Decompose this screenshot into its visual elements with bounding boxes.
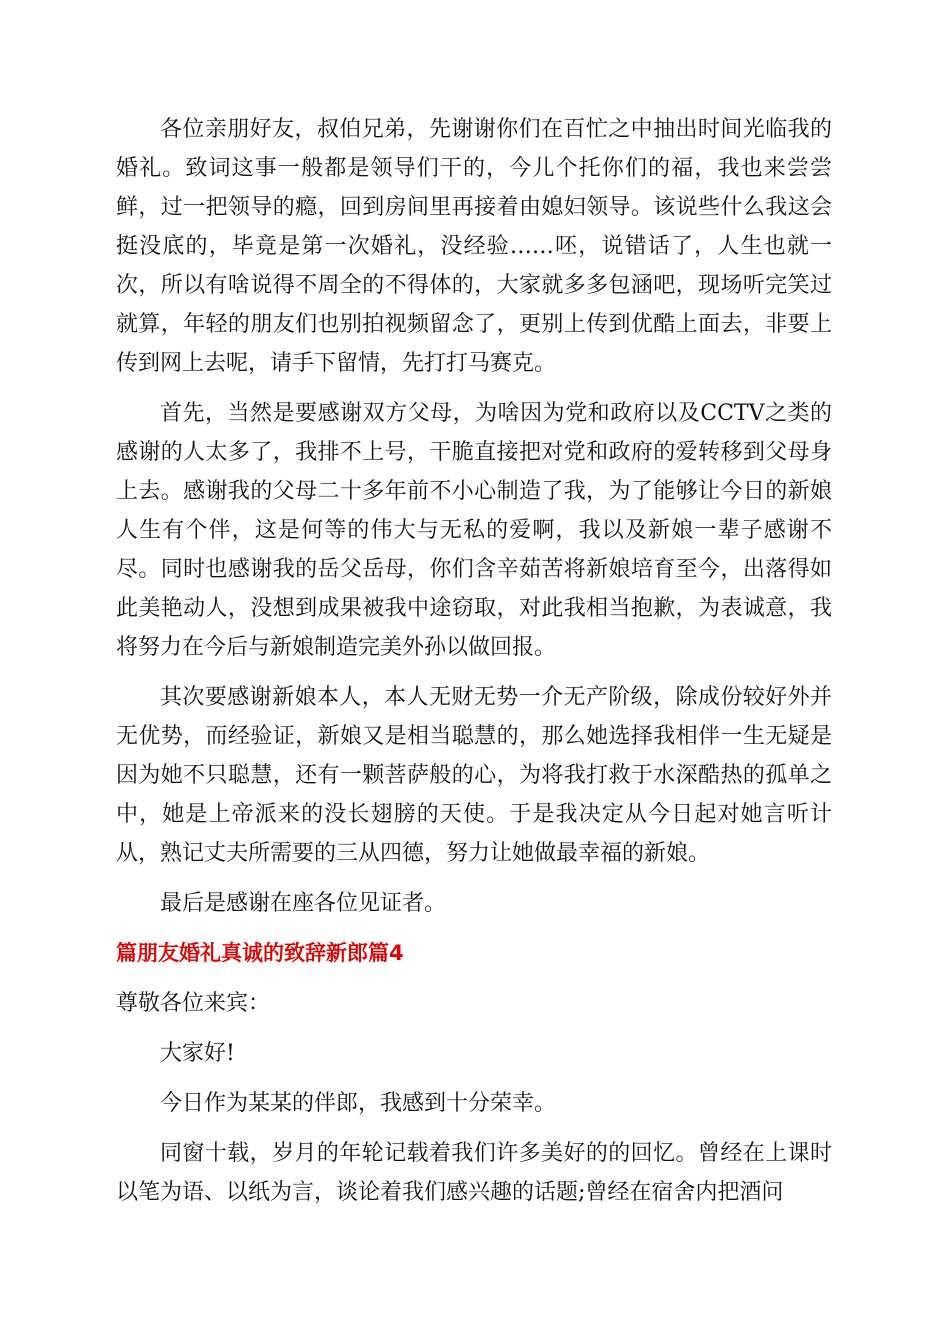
section-heading: 篇朋友婚礼真诚的致辞新郎篇4 [116, 941, 404, 965]
body-paragraph: 最后是感谢在座各位见证者。 [160, 891, 447, 916]
body-paragraph: 其次要感谢新娘本人，本人无财无势一介无产阶级，除成份较好外并无优势，而经验证，新娘又是相当聪慧的，那么她选择我相伴一生无疑是因为她不只聪慧，还有一颗菩萨般的心，为将我打救于水深酷热的孤单之中，她是上帝派来的没长翅膀的天使。于是我决定从今日起对她言听计从，熟记丈夫所需要的三从四德，努力让她做最幸福的新娘。 [116, 685, 832, 866]
document-page [116, 110, 832, 1223]
body-paragraph: 各位亲朋好友，叔伯兄弟，先谢谢你们在百忙之中抽出时间光临我的婚礼。致词这事一般都是领导们干的，今儿个托你们的福，我也来尝尝鲜，过一把领导的瘾，回到房间里再接着由媳妇领导。该说些什么我这会挺没底的，毕竟是第一次婚礼，没经验……呸，说错话了，人生也就一次，所以有啥说得不周全的不得体的，大家就多多包涵吧，现场听完笑过就算，年轻的朋友们也别拍视频留念了，更别上传到优酷上面去，非要上传到网上去呢，请手下留情，先打打马赛克。 [116, 117, 832, 376]
body-paragraph: 首先，当然是要感谢双方父母，为啥因为党和政府以及CCTV之类的感谢的人太多了，我排不上号，干脆直接把对党和政府的爱转移到父母身上去。感谢我的父母二十多年前不小心制造了我，为了能够让今日的新娘人生有个伴，这是何等的伟大与无私的爱啊，我以及新娘一辈子感谢不尽。同时也感谢我的岳父岳母，你们含辛茹苦将新娘培育至今，出落得如此美艳动人，没想到成果被我中途窃取，对此我相当抱歉，为表诚意，我将努力在今后与新娘制造完美外孙以做回报。 [116, 401, 832, 660]
salutation: 尊敬各位来宾： [116, 991, 271, 1016]
body-paragraph: 同窗十载，岁月的年轮记载着我们许多美好的的回忆。曾经在上课时以笔为语、以纸为言，谈论着我们感兴趣的话题;曾经在宿舍内把酒问 [116, 1141, 832, 1205]
body-paragraph: 今日作为某某的伴郎，我感到十分荣幸。 [160, 1091, 557, 1116]
body-paragraph: 大家好! [160, 1041, 235, 1066]
